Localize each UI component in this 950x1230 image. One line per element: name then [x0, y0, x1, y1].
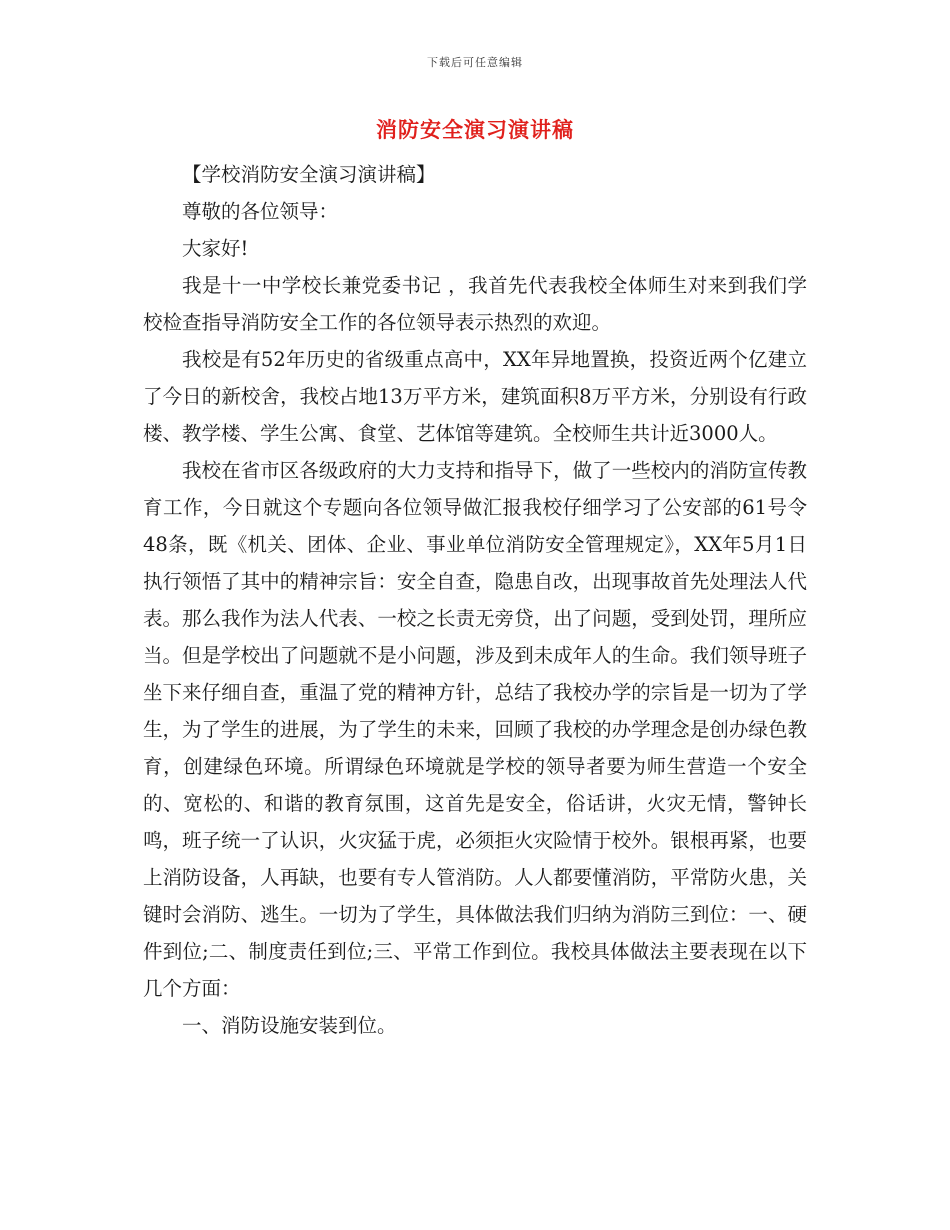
salutation: 尊敬的各位领导：	[182, 200, 339, 223]
paragraph-fire-safety-work: 我校在省市区各级政府的大力支持和指导下，做了一些校内的消防宣传教育工作，今日就这个专题向各位领导做汇报我校仔细学习了公安部的61号令48条，既《机关、团体、企业、事业单位消防安全管理规定》，XX年5月1日执行领悟了其中的精神宗旨：安全自查，隐患自改，出现事故首先处理法人代表。那么我作为法人代表、一校之长责无旁贷，出了问题，受到处罚，理所应当。但是学校出了问题就不是小问题，涉及到未成年人的生命。我们领导班子坐下来仔细自查，重温了党的精神方针，总结了我校办学的宗旨是一切为了学生，为了学生的进展，为了学生的未来，回顾了我校的办学理念是创办绿色教育，创建绿色环境。所谓绿色环境就是学校的领导者要为师生营造一个安全的、宽松的、和谐的教育氛围，这首先是安全，俗话讲，火灾无情，警钟长鸣，班子统一了认识，火灾猛于虎，必须拒火灾险情于校外。银根再紧，也要上消防设备，人再缺，也要有专人管消防。人人都要懂消防，平常防火患，关键时会消防、逃生。一切为了学生，具体做法我们归纳为消防三到位：一、硬件到位;二、制度责任到位;三、平常工作到位。我校具体做法主要表现在以下几个方面：	[143, 459, 807, 1000]
speech-heading: 【学校消防安全演习演讲稿】	[182, 163, 436, 186]
greeting: 大家好!	[182, 237, 249, 260]
document-title: 消防安全演习演讲稿	[376, 117, 574, 142]
document-body	[143, 156, 807, 1044]
paragraph-intro: 我是十一中学校长兼党委书记 ，我首先代表我校全体师生对来到我们学校检查指导消防安全工作的各位领导表示热烈的欢迎。	[143, 274, 807, 334]
paragraph-school-overview: 我校是有52年历史的省级重点高中，XX年异地置换，投资近两个亿建立了今日的新校舍，我校占地13万平方米，建筑面积8万平方米，分别设有行政楼、教学楼、学生公寓、食堂、艺体馆等建筑。全校师生共计近3000人。	[143, 348, 807, 445]
page-header: 下载后可任意编辑	[427, 56, 523, 69]
section-heading-1: 一、消防设施安装到位。	[182, 1014, 397, 1037]
